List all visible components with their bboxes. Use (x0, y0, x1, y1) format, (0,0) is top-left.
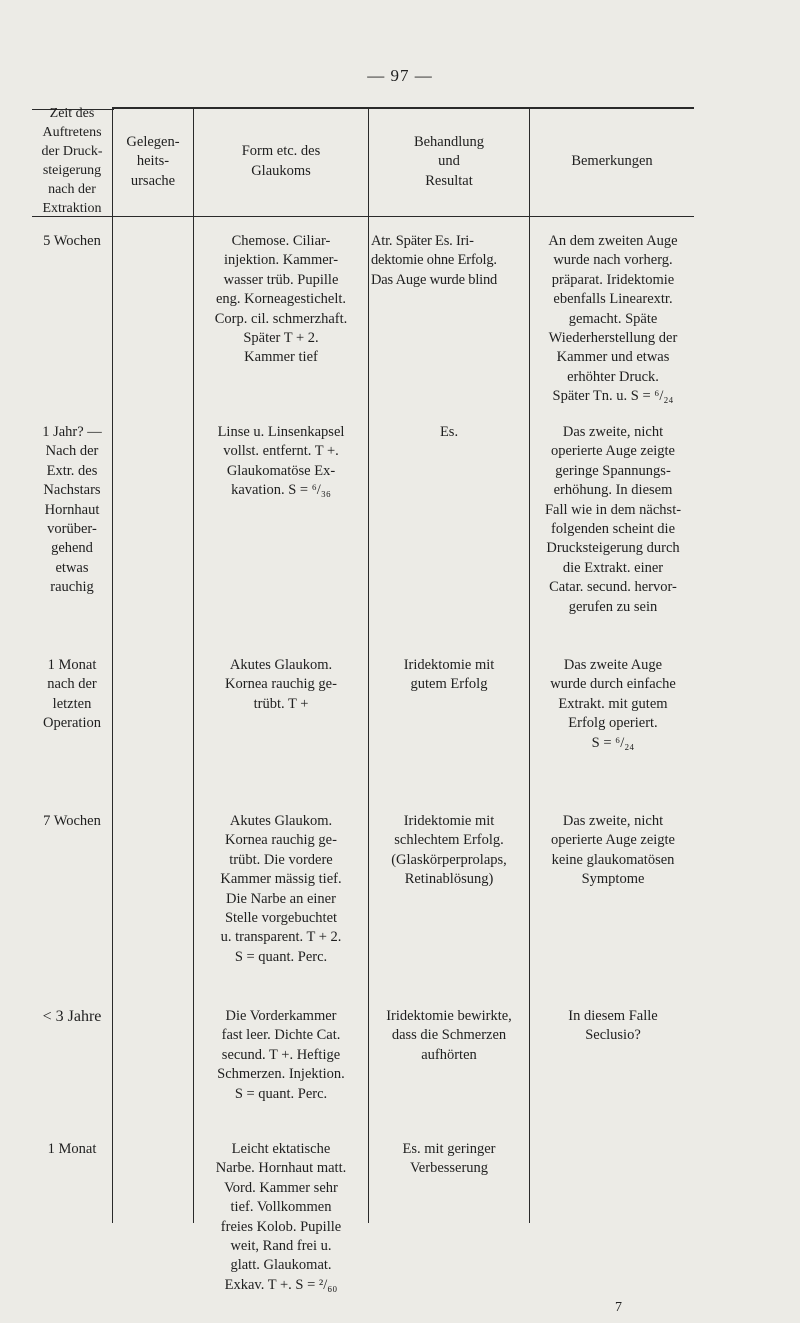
header-ursache-text: Gelegen- heits- ursache (126, 133, 180, 189)
row4-behandlung-line: (Glaskörperprolaps, (391, 851, 507, 868)
row4-bemerkungen (530, 812, 696, 890)
row2-bemerkungen-line: die Extrakt. einer (562, 559, 664, 576)
row1-form-line: wasser trüb. Pupille (223, 271, 339, 288)
row1-behandlung-line: Atr. Später Es. Iri- (371, 233, 474, 249)
row6-behandlung-line: Verbesserung (409, 1160, 489, 1177)
row2-behandlung (369, 423, 529, 442)
row5-form-line: Die Vorderkammer (225, 1008, 337, 1024)
row6-form-line: Vord. Kammer sehr (224, 1179, 338, 1196)
header-form (194, 110, 368, 214)
row4-form-line: u. transparent. T + 2. (220, 929, 342, 946)
row2-zeit-line: Hornhaut (44, 501, 100, 518)
row3-bemerkungen (530, 656, 696, 753)
row6-form-line: freies Kolob. Pupille (220, 1218, 342, 1235)
row4-bemerkungen-line: Das zweite, nicht (562, 813, 664, 829)
row1-bemerkungen (530, 232, 696, 407)
row4-behandlung-line: Iridektomie mit (403, 813, 495, 829)
row6-behandlung (369, 1140, 529, 1179)
row1-behandlung-line: dektomie ohne Erfolg. (371, 252, 497, 269)
row2-bemerkungen-line: folgenden scheint die (550, 521, 675, 538)
row1-form-line: Kammer tief (244, 349, 318, 366)
row6-form-line: weit, Rand frei u. (230, 1238, 332, 1255)
row4-form-line: Die Narbe an einer (226, 890, 336, 907)
row1-form-line: Chemose. Ciliar- (231, 233, 331, 249)
row6-zeit-line: 1 Monat (47, 1141, 97, 1157)
row3-zeit-line: 1 Monat (47, 657, 97, 673)
row2-behandlung-line: Es. (439, 424, 459, 440)
row1-bemerkungen-line: An dem zweiten Auge (548, 233, 678, 249)
row4-form-line: trübt. Die vordere (229, 851, 333, 868)
row2-bemerkungen (530, 423, 696, 617)
row2-bemerkungen-line: gerufen zu sein (568, 598, 658, 615)
row4-form-line: Akutes Glaukom. (229, 813, 333, 829)
row4-form-line: Kammer mässig tief. (220, 871, 342, 888)
top-rule (112, 107, 694, 109)
row3-zeit-line: nach der (47, 676, 97, 693)
row2-zeit-line: etwas (55, 559, 89, 576)
row4-bemerkungen-line: operierte Auge zeigte (551, 832, 675, 849)
row2-zeit-line: vorüber- (47, 521, 97, 538)
row3-form-line: trübt. T + (253, 695, 309, 712)
row5-zeit (32, 1007, 112, 1026)
row2-zeit-line: Nach der (45, 443, 99, 460)
header-bottom-rule (32, 216, 694, 217)
header-ursache (113, 110, 193, 214)
row1-bemerkungen-line: gemacht. Späte (568, 310, 658, 327)
row1-bemerkungen-line: ebenfalls Linearextr. (553, 291, 673, 308)
row5-behandlung-line: dass die Schmerzen (391, 1027, 507, 1044)
row4-zeit (32, 812, 112, 831)
row6-zeit (32, 1140, 112, 1159)
row1-form-line: injektion. Kammer- (223, 252, 339, 269)
row2-bemerkungen-line: erhöhung. In diesem (553, 482, 673, 499)
row3-form (196, 656, 366, 714)
row3-bemerkungen-line: Erfolg operiert. (568, 715, 658, 732)
row2-zeit (32, 423, 112, 598)
row3-behandlung (369, 656, 529, 695)
row3-bemerkungen-line: Das zweite Auge (563, 657, 663, 673)
row4-behandlung (369, 812, 529, 890)
row3-behandlung-line: Iridektomie mit (403, 657, 495, 673)
page-number: — 97 — (367, 66, 433, 85)
row4-behandlung-line: Retinablösung) (404, 871, 494, 888)
row5-behandlung-line: aufhörten (421, 1046, 477, 1063)
row4-bemerkungen-line: keine glaukomatösen (551, 851, 675, 868)
row5-behandlung (369, 1007, 529, 1065)
header-zeit (32, 106, 112, 216)
row1-bemerkungen-line: erhöhter Druck. (567, 368, 659, 385)
column-divider-2 (193, 108, 194, 1223)
row2-bemerkungen-line: Fall wie in dem nächst- (544, 501, 682, 518)
row2-zeit-line: 1 Jahr? — (42, 424, 102, 440)
row1-behandlung-line: Das Auge wurde blind (371, 271, 498, 288)
row5-bemerkungen (530, 1007, 696, 1046)
row6-form (196, 1140, 366, 1295)
row2-bemerkungen-line: Drucksteigerung durch (546, 540, 680, 557)
row4-bemerkungen-line: Symptome (581, 871, 645, 888)
row2-bemerkungen-line: Das zweite, nicht (562, 424, 664, 440)
row5-bemerkungen-line: Seclusio? (585, 1027, 641, 1044)
row3-zeit-line: Operation (43, 715, 101, 732)
header-behandlung (369, 110, 529, 214)
row1-behandlung (371, 232, 529, 290)
row5-form-line: fast leer. Dichte Cat. (221, 1027, 341, 1044)
row2-form-line: vollst. entfernt. T +. (223, 443, 339, 460)
row5-bemerkungen-line: In diesem Falle (568, 1008, 658, 1024)
header-form-text: Form etc. des Glaukoms (241, 143, 321, 179)
row1-zeit (32, 232, 112, 251)
row5-form (196, 1007, 366, 1104)
row2-zeit-line: Extr. des (46, 462, 98, 479)
row2-bemerkungen-line: operierte Auge zeigte (551, 443, 675, 460)
row5-zeit-line: < 3 Jahre (42, 1008, 102, 1025)
row5-form-line: S = quant. Perc. (234, 1085, 328, 1102)
row2-bemerkungen-line: Catar. secund. hervor- (549, 579, 677, 596)
row2-zeit-line: Nachstars (43, 482, 101, 499)
row1-bemerkungen-line: präparat. Iridektomie (551, 271, 675, 288)
row1-bemerkungen-line: Kammer und etwas (556, 349, 670, 366)
row2-form (196, 423, 366, 501)
row6-behandlung-line: Es. mit geringer (402, 1141, 496, 1157)
row2-form-line: kavation. S = ⁶/₃₆ (231, 482, 331, 499)
header-behandlung-text: Behandlung und Resultat (413, 133, 485, 189)
row1-form (196, 232, 366, 368)
row4-form-line: Kornea rauchig ge- (225, 832, 337, 849)
row3-bemerkungen-line: S = ⁶/₂₄ (591, 734, 635, 751)
header-zeit-text: Zeit des Auftretens der Druck- steigerung nach der Extraktion (41, 106, 103, 216)
row2-zeit-line: gehend (51, 540, 93, 557)
row3-form-line: Kornea rauchig ge- (225, 676, 337, 693)
row3-zeit (32, 656, 112, 734)
row3-bemerkungen-line: Extrakt. mit gutem (558, 695, 668, 712)
row3-bemerkungen-line: wurde durch einfache (550, 676, 676, 693)
row1-bemerkungen-line: Wiederherstellung der (548, 330, 678, 347)
row1-bemerkungen-line: wurde nach vorherg. (553, 252, 673, 269)
row4-zeit-line: 7 Wochen (43, 813, 101, 829)
row5-form-line: Schmerzen. Injektion. (217, 1066, 345, 1083)
row6-form-line: Exkav. T +. S = ²/₆₀ (224, 1276, 338, 1293)
row1-form-line: Später T + 2. (243, 330, 319, 347)
header-bemerkungen (530, 110, 694, 214)
row5-behandlung-line: Iridektomie bewirkte, (386, 1008, 512, 1024)
row2-form-line: Linse u. Linsenkapsel (217, 424, 345, 440)
row1-zeit-line: 5 Wochen (43, 233, 101, 249)
row1-form-line: Corp. cil. schmerzhaft. (214, 310, 348, 327)
row2-zeit-line: rauchig (50, 579, 94, 596)
row1-form-line: eng. Korneagestichelt. (215, 291, 347, 308)
row4-form (196, 812, 366, 967)
column-divider-1 (112, 108, 113, 1223)
row5-form-line: secund. T +. Heftige (221, 1046, 341, 1063)
row6-form-line: tief. Vollkommen (230, 1199, 332, 1216)
row3-form-line: Akutes Glaukom. (229, 657, 333, 673)
row4-form-line: S = quant. Perc. (234, 948, 328, 965)
row2-bemerkungen-line: geringe Spannungs- (555, 462, 671, 479)
row4-form-line: Stelle vorgebuchtet (224, 910, 338, 927)
row4-behandlung-line: schlechtem Erfolg. (394, 832, 504, 849)
row6-form-line: glatt. Glaukomat. (230, 1257, 332, 1274)
row3-zeit-line: letzten (52, 695, 92, 712)
row2-form-line: Glaukomatöse Ex- (226, 462, 336, 479)
row1-bemerkungen-line: Später Tn. u. S = ⁶/₂₄ (552, 388, 674, 405)
header-bemerkungen-text: Bemerkungen (571, 153, 653, 170)
row3-behandlung-line: gutem Erfolg (410, 676, 488, 693)
footer-mark: 7 (615, 1300, 622, 1315)
row6-form-line: Narbe. Hornhaut matt. (215, 1160, 347, 1177)
row6-form-line: Leicht ektatische (231, 1141, 331, 1157)
